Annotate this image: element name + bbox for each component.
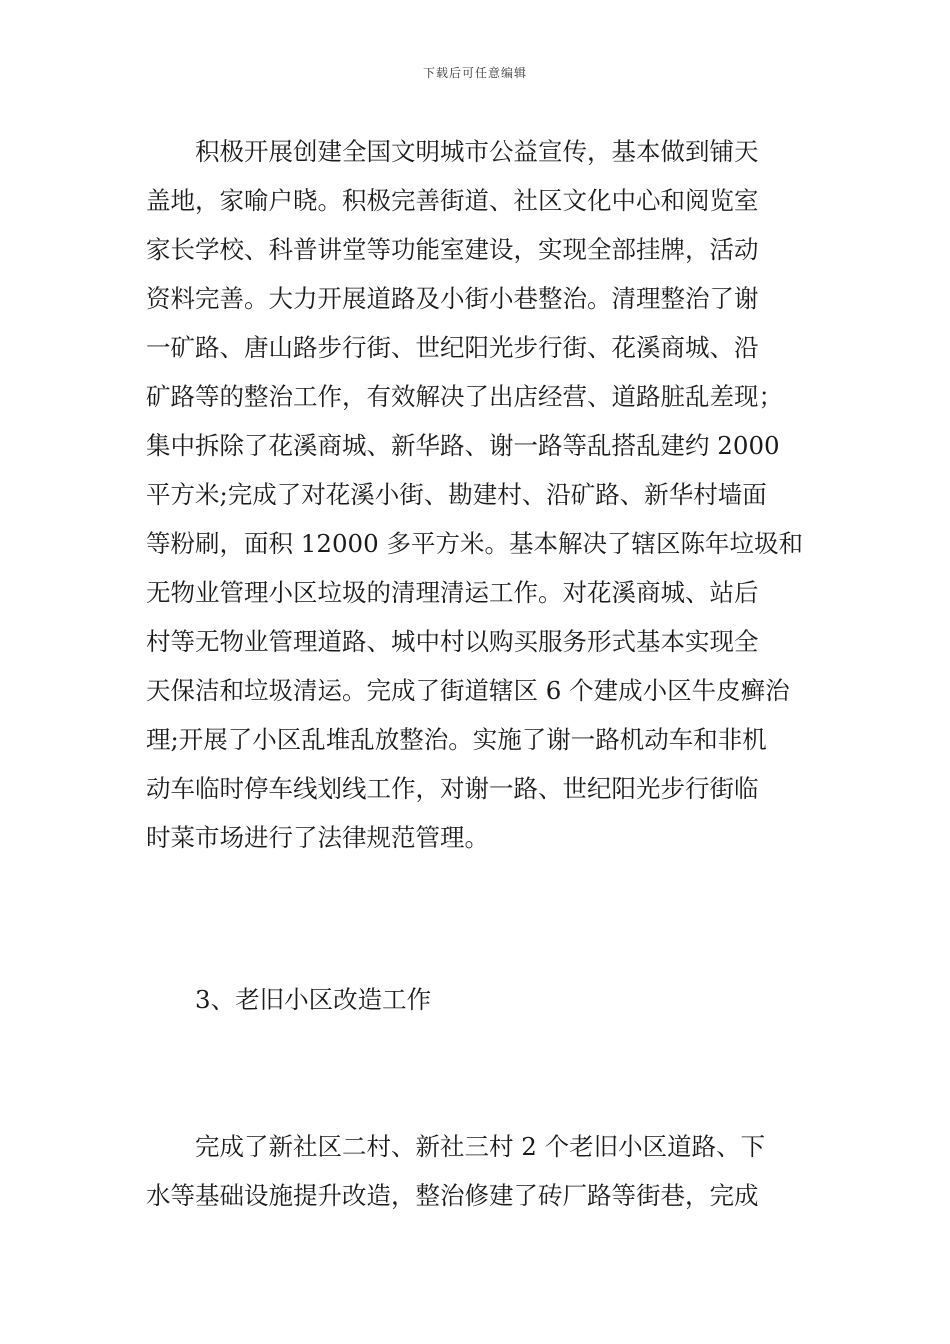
body-paragraph-1 — [146, 127, 808, 862]
page-header-note: 下载后可任意编辑 — [422, 66, 527, 80]
paragraph-line: 完成了新社区二村、新社三村 2 个老旧小区道路、下 — [195, 1132, 766, 1161]
body-paragraph-2 — [146, 1122, 808, 1220]
paragraph-line: 家长学校、科普讲堂等功能室建设，实现全部挂牌，活动 — [146, 235, 759, 264]
paragraph-line: 积极开展创建全国文明城市公益宣传，基本做到铺天 — [195, 137, 759, 166]
section-heading: 3、老旧小区改造工作 — [195, 985, 432, 1014]
paragraph-line: 村等无物业管理道路、城中村以购买服务形式基本实现全 — [146, 627, 759, 656]
paragraph-line: 时菜市场进行了法律规范管理。 — [146, 823, 489, 852]
paragraph-line: 一矿路、唐山路步行街、世纪阳光步行街、花溪商城、沿 — [146, 333, 759, 362]
paragraph-line: 盖地，家喻户晓。积极完善街道、社区文化中心和阅览室 — [146, 186, 759, 215]
paragraph-line: 天保洁和垃圾清运。完成了街道辖区 6 个建成小区牛皮癣治 — [146, 676, 790, 705]
paragraph-line: 动车临时停车线划线工作，对谢一路、世纪阳光步行街临 — [146, 774, 759, 803]
paragraph-line: 集中拆除了花溪商城、新华路、谢一路等乱搭乱建约 2000 — [146, 431, 780, 460]
paragraph-line: 无物业管理小区垃圾的清理清运工作。对花溪商城、站后 — [146, 578, 759, 607]
paragraph-line: 水等基础设施提升改造，整治修建了砖厂路等街巷，完成 — [146, 1181, 759, 1210]
paragraph-line: 等粉刷，面积 12000 多平方米。基本解决了辖区陈年垃圾和 — [146, 529, 804, 558]
paragraph-line: 矿路等的整治工作，有效解决了出店经营、道路脏乱差现； — [146, 382, 783, 411]
paragraph-line: 理;开展了小区乱堆乱放整治。实施了谢一路机动车和非机 — [146, 725, 767, 754]
paragraph-line: 资料完善。大力开展道路及小街小巷整治。清理整治了谢 — [146, 284, 759, 313]
paragraph-line: 平方米;完成了对花溪小街、勘建村、沿矿路、新华村墙面 — [146, 480, 767, 509]
